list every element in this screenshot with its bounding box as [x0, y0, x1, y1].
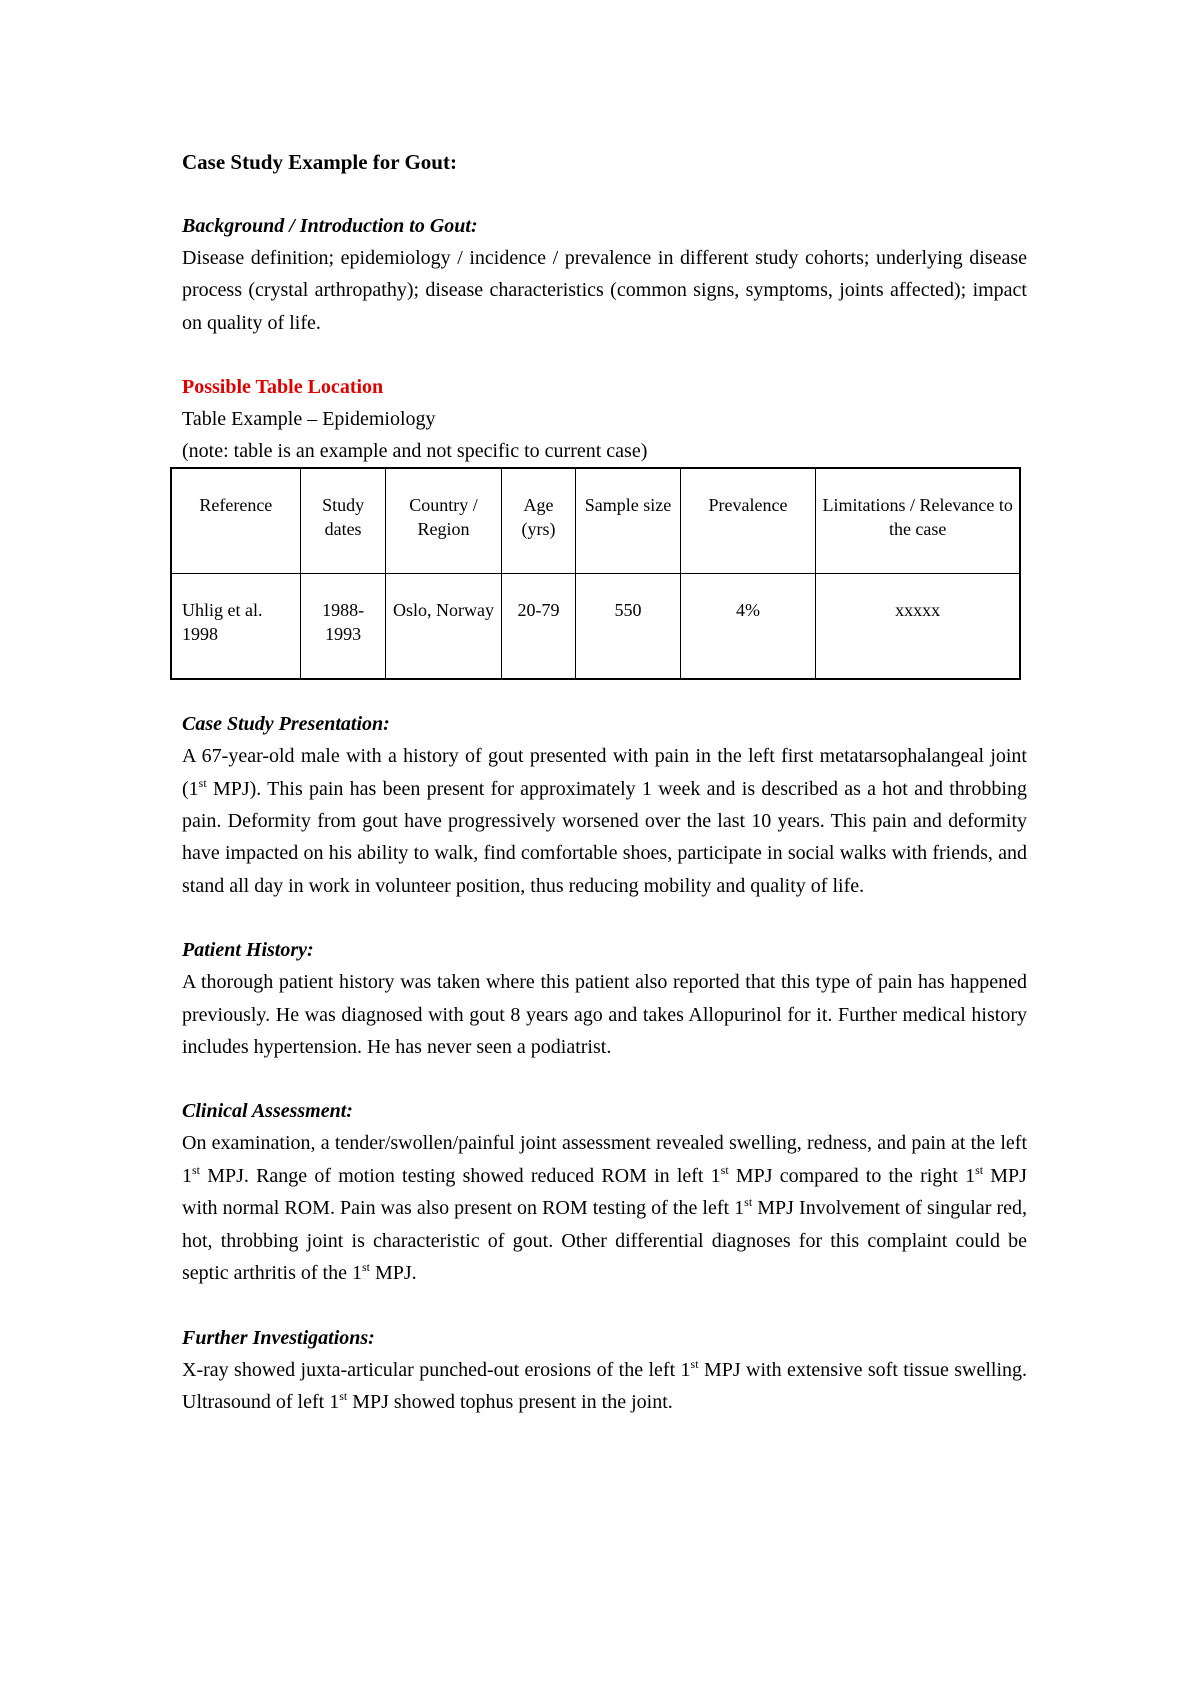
table-header-cell: Reference [171, 468, 300, 574]
document-page [182, 146, 1027, 1418]
table-cell: 550 [576, 574, 680, 680]
investigations-text: X-ray showed juxta-articular punched-out erosions of the left 1st MPJ with extensive soft tissue swelling. Ultrasound of left 1st MPJ showed tophus present in the joint. [182, 1356, 1028, 1413]
table-note: (note: table is an example and not specific to current case) [182, 440, 648, 463]
presentation-text: A 67-year-old male with a history of gout presented with pain in the left first metatarsophalangeal joint (1st MPJ). This pain has been present for approximately 1 week and is described as a hot and throbbing pain. Deformity from gout have progressively worsened over the last 10 years. This pain and deformity have impacted on his ability to walk, find comfortable shoes, participate in social walks with friends, and stand all day in work in volunteer position, thus reducing mobility and quality of life. [182, 745, 1027, 897]
table-cell: Oslo, Norway [386, 574, 501, 680]
table-row [171, 574, 1020, 680]
table-header-cell: Age (yrs) [501, 468, 576, 574]
table-cell: 1988-1993 [300, 574, 386, 680]
table-header-row [171, 468, 1020, 574]
epidemiology-table [170, 467, 1021, 680]
presentation-heading: Case Study Presentation: [182, 713, 390, 736]
background-heading: Background / Introduction to Gout: [182, 215, 478, 237]
table-cell: xxxxx [816, 574, 1020, 680]
table-header-cell: Study dates [300, 468, 386, 574]
table-cell: 4% [680, 574, 816, 680]
assessment-text: On examination, a tender/swollen/painful joint assessment revealed swelling, redness, and pain at the left 1st MPJ. Range of motion testing showed reduced ROM in left 1st MPJ compared to the right 1st MPJ with normal ROM. Pain was also present on ROM testing of the left 1st MPJ Involvement of singular red, hot, throbbing joint is characteristic of gout. Other differential diagnoses for this complaint could be septic arthritis of the 1st MPJ. [182, 1132, 1028, 1285]
table-cell: 20-79 [501, 574, 576, 680]
table-header-cell: Country / Region [386, 468, 501, 574]
table-caption: Table Example – Epidemiology [182, 408, 436, 431]
table-header-cell: Prevalence [680, 468, 816, 574]
background-text: Disease definition; epidemiology / incidence / prevalence in different study cohorts; underlying disease process (crystal arthropathy); disease characteristics (common signs, symptoms, joints affected); impact on quality of life. [182, 247, 1027, 334]
table-header-cell: Limitations / Relevance to the case [816, 468, 1020, 574]
investigations-heading: Further Investigations: [182, 1326, 375, 1349]
table-header-cell: Sample size [576, 468, 680, 574]
history-text: A thorough patient history was taken where this patient also reported that this type of pain has happened previously. He was diagnosed with gout 8 years ago and takes Allopurinol for it. Further medical history includes hypertension. He has never seen a podiatrist. [182, 971, 1027, 1059]
table-location-heading: Possible Table Location [182, 376, 384, 399]
history-heading: Patient History: [182, 939, 314, 962]
document-title: Case Study Example for Gout: [182, 150, 457, 174]
assessment-heading: Clinical Assessment: [182, 1100, 353, 1123]
table-cell: Uhlig et al. 1998 [171, 574, 300, 680]
